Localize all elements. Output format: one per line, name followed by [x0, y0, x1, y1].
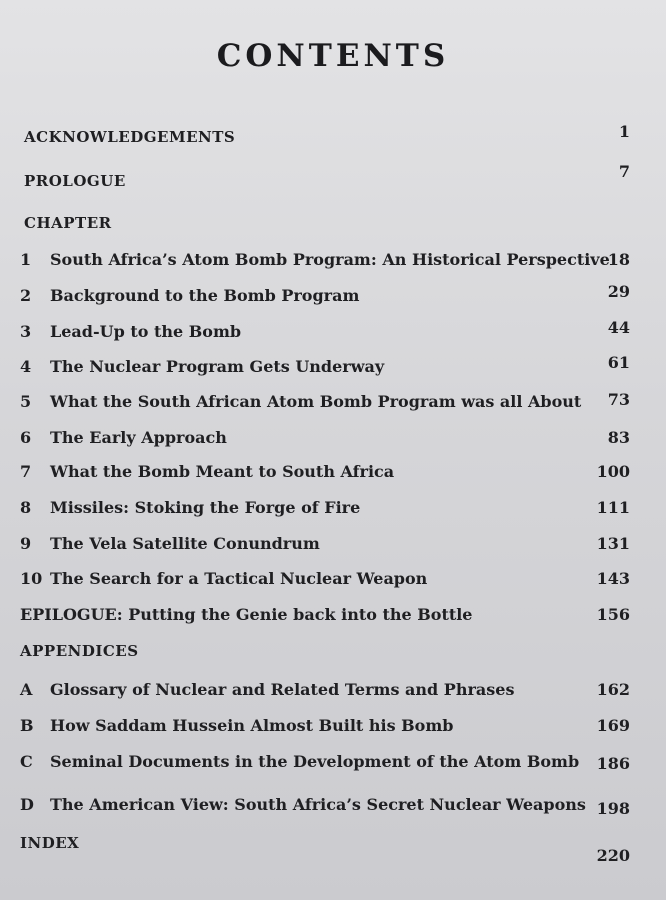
chapter-number: 10 [20, 569, 43, 588]
chapter-number: 3 [20, 322, 32, 341]
chapter-number: 4 [20, 357, 32, 376]
chapter-page: 83 [607, 428, 630, 447]
toc-entry-page: 1 [618, 122, 630, 141]
chapter-title: What the South African Atom Bomb Program was all About [50, 392, 582, 411]
toc-entry-index [20, 834, 630, 865]
toc-entry-label: INDEX [20, 834, 80, 852]
chapter-page: 143 [596, 569, 630, 588]
toc-appendix-c [20, 752, 630, 776]
appendix-title: Glossary of Nuclear and Related Terms and Phrases [50, 680, 515, 699]
chapter-title: The Vela Satellite Conundrum [50, 534, 320, 553]
chapter-number: 2 [20, 286, 32, 305]
chapter-page: 44 [607, 318, 630, 337]
appendices-heading [20, 642, 630, 666]
chapter-page: 111 [596, 498, 630, 517]
toc-chapter-9 [20, 534, 630, 558]
toc-entry-prologue [20, 162, 630, 196]
appendix-letter: A [20, 680, 33, 699]
toc-chapter-10 [20, 569, 630, 593]
toc-entry-acknowledgements [20, 122, 630, 152]
toc-entry-page: 7 [618, 162, 630, 181]
appendix-page: 169 [596, 716, 630, 735]
appendix-title: How Saddam Hussein Almost Built his Bomb [50, 716, 454, 735]
chapter-title: The Nuclear Program Gets Underway [50, 357, 385, 376]
section-heading-label: APPENDICES [20, 642, 139, 660]
appendix-title: Seminal Documents in the Development of the Atom Bomb [50, 752, 580, 771]
chapter-title: Background to the Bomb Program [50, 286, 360, 305]
page-title: CONTENTS [216, 38, 450, 74]
toc-chapter-1 [20, 250, 630, 274]
toc-chapter-5 [20, 392, 630, 416]
toc-entry-label: PROLOGUE [24, 172, 126, 190]
chapter-page: 131 [596, 534, 630, 553]
chapter-page: 61 [607, 353, 630, 372]
chapter-heading [20, 214, 630, 238]
toc-entry-epilogue [20, 605, 630, 629]
chapter-title: What the Bomb Meant to South Africa [50, 462, 395, 481]
toc-chapter-8 [20, 498, 630, 522]
chapter-number: 9 [20, 534, 32, 553]
appendix-page: 198 [596, 799, 630, 818]
toc-chapter-3 [20, 318, 630, 346]
chapter-page: 18 [607, 250, 630, 269]
appendix-letter: C [20, 752, 33, 771]
chapter-page: 29 [607, 282, 630, 301]
appendix-title: The American View: South Africa’s Secret Nuclear Weapons [50, 795, 586, 814]
chapter-number: 5 [20, 392, 32, 411]
toc-chapter-2 [20, 282, 630, 310]
chapter-number: 1 [20, 250, 32, 269]
chapter-page: 73 [607, 390, 630, 409]
section-heading-label: CHAPTER [24, 214, 112, 232]
toc-entry-label: EPILOGUE: Putting the Genie back into the Bottle [20, 605, 473, 624]
chapter-title: The Early Approach [50, 428, 227, 447]
chapter-title: South Africa’s Atom Bomb Program: An Historical Perspective [50, 250, 610, 269]
toc-entry-page: 220 [596, 846, 630, 865]
toc-appendix-b [20, 716, 630, 740]
chapter-title: Lead-Up to the Bomb [50, 322, 242, 341]
chapter-number: 7 [20, 462, 32, 481]
toc-entry-label: ACKNOWLEDGEMENTS [24, 128, 236, 146]
toc-appendix-a [20, 680, 630, 704]
toc-chapter-7 [20, 462, 630, 486]
toc-appendix-d [20, 795, 630, 819]
toc-chapter-6 [20, 428, 630, 452]
toc-chapter-4 [20, 353, 630, 381]
chapter-number: 8 [20, 498, 32, 517]
chapter-title: Missiles: Stoking the Forge of Fire [50, 498, 361, 517]
appendix-page: 186 [596, 754, 630, 773]
appendix-page: 162 [596, 680, 630, 699]
toc-entry-page: 156 [596, 605, 630, 624]
chapter-number: 6 [20, 428, 32, 447]
chapter-title: The Search for a Tactical Nuclear Weapon [50, 569, 428, 588]
appendix-letter: D [20, 795, 34, 814]
chapter-page: 100 [596, 462, 630, 481]
appendix-letter: B [20, 716, 34, 735]
